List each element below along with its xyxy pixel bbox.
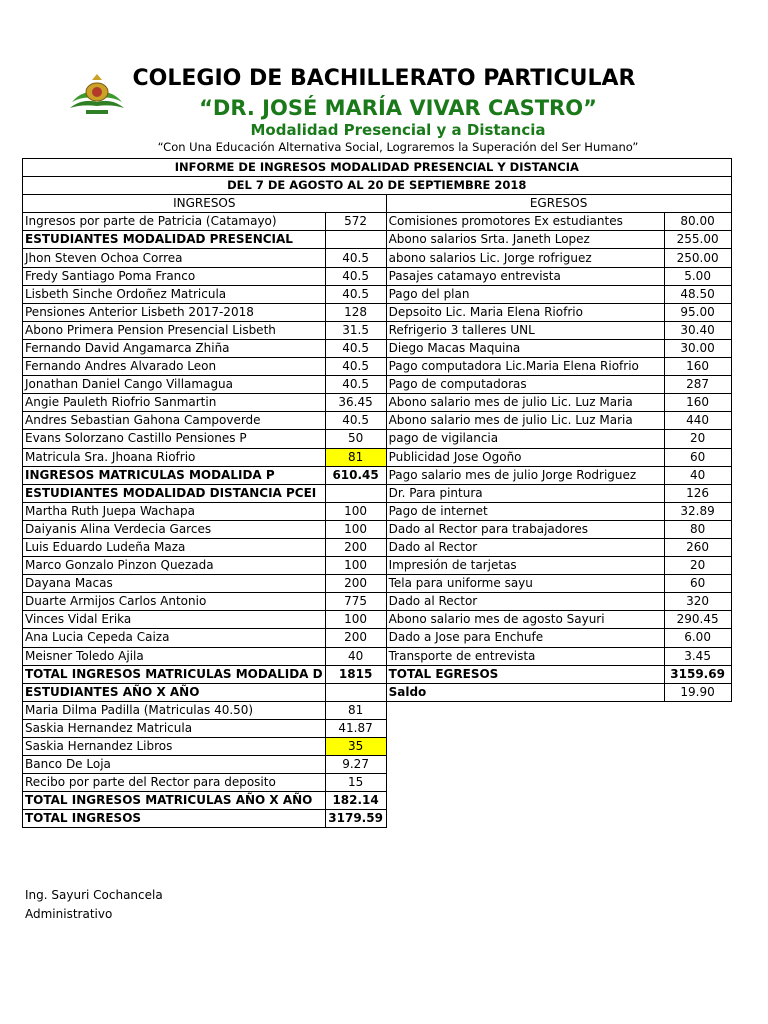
signatory-name: Ing. Sayuri Cochancela <box>25 888 163 902</box>
egreso-label: pago de vigilancia <box>386 430 664 448</box>
ingreso-value: 200 <box>325 538 386 556</box>
ingreso-label: Abono Primera Pension Presencial Lisbeth <box>23 321 326 339</box>
ingreso-label: INGRESOS MATRICULAS MODALIDA P <box>23 466 326 484</box>
egreso-value: 320 <box>664 593 731 611</box>
egreso-value: 5.00 <box>664 267 731 285</box>
ingreso-label: Angie Pauleth Riofrio Sanmartin <box>23 394 326 412</box>
egreso-value: 19.90 <box>664 683 731 701</box>
table-row <box>23 466 732 484</box>
school-motto: “Con Una Educación Alternativa Social, Lograremos la Superación del Ser Humano” <box>157 140 639 154</box>
financial-report-table <box>22 158 732 828</box>
egreso-label: Pasajes catamayo entrevista <box>386 267 664 285</box>
egreso-value: 30.00 <box>664 339 731 357</box>
table-row <box>23 593 732 611</box>
ingreso-value: 81 <box>325 448 386 466</box>
egreso-value: 60 <box>664 448 731 466</box>
egreso-label: Pago del plan <box>386 285 664 303</box>
egreso-label: Dado a Jose para Enchufe <box>386 629 664 647</box>
empty-cell <box>664 738 731 756</box>
egreso-label: Tela para uniforme sayu <box>386 575 664 593</box>
school-title: COLEGIO DE BACHILLERATO PARTICULAR <box>132 66 636 91</box>
ingreso-label: ESTUDIANTES AÑO X AÑO <box>23 683 326 701</box>
table-row <box>23 376 732 394</box>
egreso-label: Abono salarios Srta. Janeth Lopez <box>386 231 664 249</box>
ingreso-label: Fredy Santiago Poma Franco <box>23 267 326 285</box>
ingreso-value: 572 <box>325 213 386 231</box>
egreso-value: 20 <box>664 557 731 575</box>
ingreso-label: Dayana Macas <box>23 575 326 593</box>
ingreso-value: 36.45 <box>325 394 386 412</box>
egreso-label: Pago computadora Lic.Maria Elena Riofrio <box>386 358 664 376</box>
ingreso-value: 3179.59 <box>325 810 386 828</box>
egreso-value: 126 <box>664 484 731 502</box>
egreso-value: 6.00 <box>664 629 731 647</box>
table-row <box>23 285 732 303</box>
ingreso-value: 35 <box>325 738 386 756</box>
table-row <box>23 774 732 792</box>
empty-cell <box>386 756 664 774</box>
ingreso-label: Banco De Loja <box>23 756 326 774</box>
ingreso-label: Matricula Sra. Jhoana Riofrio <box>23 448 326 466</box>
ingreso-label: ESTUDIANTES MODALIDAD DISTANCIA PCEI <box>23 484 326 502</box>
ingreso-label: Jhon Steven Ochoa Correa <box>23 249 326 267</box>
ingreso-label: Maria Dilma Padilla (Matriculas 40.50) <box>23 701 326 719</box>
egreso-value: 20 <box>664 430 731 448</box>
ingreso-label: Lisbeth Sinche Ordoñez Matricula <box>23 285 326 303</box>
table-row <box>23 502 732 520</box>
egreso-value: 160 <box>664 394 731 412</box>
table-row <box>23 683 732 701</box>
report-period: DEL 7 DE AGOSTO AL 20 DE SEPTIEMBRE 2018 <box>23 177 732 195</box>
table-row <box>23 303 732 321</box>
report-title-row <box>23 159 732 177</box>
table-row <box>23 738 732 756</box>
ingreso-label: Marco Gonzalo Pinzon Quezada <box>23 557 326 575</box>
ingreso-value: 610.45 <box>325 466 386 484</box>
egreso-label: Publicidad Jose Ogoño <box>386 448 664 466</box>
ingreso-value: 40 <box>325 647 386 665</box>
ingreso-value: 40.5 <box>325 412 386 430</box>
modality-subtitle: Modalidad Presencial y a Distancia <box>250 121 546 139</box>
ingreso-value: 40.5 <box>325 376 386 394</box>
egreso-value: 250.00 <box>664 249 731 267</box>
ingreso-label: ESTUDIANTES MODALIDAD PRESENCIAL <box>23 231 326 249</box>
egreso-label: Pago de computadoras <box>386 376 664 394</box>
table-row <box>23 249 732 267</box>
ingreso-label: Pensiones Anterior Lisbeth 2017-2018 <box>23 303 326 321</box>
ingreso-value: 40.5 <box>325 358 386 376</box>
column-header-row <box>23 195 732 213</box>
empty-cell <box>386 719 664 737</box>
ingreso-value: 100 <box>325 520 386 538</box>
egreso-value: 30.40 <box>664 321 731 339</box>
ingreso-value: 40.5 <box>325 267 386 285</box>
egreso-label: Depsoito Lic. Maria Elena Riofrio <box>386 303 664 321</box>
ingreso-label: Ingresos por parte de Patricia (Catamayo) <box>23 213 326 231</box>
report-period-row <box>23 177 732 195</box>
empty-cell <box>664 719 731 737</box>
table-row <box>23 810 732 828</box>
egreso-value: 160 <box>664 358 731 376</box>
empty-cell <box>664 810 731 828</box>
egreso-label: Diego Macas Maquina <box>386 339 664 357</box>
table-row <box>23 213 732 231</box>
table-row <box>23 719 732 737</box>
ingreso-value <box>325 231 386 249</box>
ingreso-value: 775 <box>325 593 386 611</box>
egreso-label: abono salarios Lic. Jorge rofriguez <box>386 249 664 267</box>
table-row <box>23 701 732 719</box>
empty-cell <box>386 792 664 810</box>
ingreso-value <box>325 484 386 502</box>
table-row <box>23 484 732 502</box>
ingreso-value: 40.5 <box>325 339 386 357</box>
ingreso-label: TOTAL INGRESOS MATRICULAS AÑO X AÑO <box>23 792 326 810</box>
table-row <box>23 647 732 665</box>
ingreso-label: Saskia Hernandez Matricula <box>23 719 326 737</box>
empty-cell <box>386 810 664 828</box>
egreso-label: Pago salario mes de julio Jorge Rodriguez <box>386 466 664 484</box>
ingreso-value: 9.27 <box>325 756 386 774</box>
ingreso-value: 31.5 <box>325 321 386 339</box>
empty-cell <box>664 792 731 810</box>
ingreso-value: 1815 <box>325 665 386 683</box>
egresos-header: EGRESOS <box>386 195 731 213</box>
ingreso-value: 128 <box>325 303 386 321</box>
signatory-role: Administrativo <box>25 907 113 921</box>
ingreso-label: Duarte Armijos Carlos Antonio <box>23 593 326 611</box>
table-row <box>23 448 732 466</box>
ingreso-value: 40.5 <box>325 249 386 267</box>
table-row <box>23 629 732 647</box>
ingreso-label: Fernando Andres Alvarado Leon <box>23 358 326 376</box>
empty-cell <box>664 774 731 792</box>
table-row <box>23 575 732 593</box>
egreso-value: 3.45 <box>664 647 731 665</box>
ingreso-label: Saskia Hernandez Libros <box>23 738 326 756</box>
egreso-label: Dr. Para pintura <box>386 484 664 502</box>
ingreso-label: Meisner Toledo Ajila <box>23 647 326 665</box>
ingreso-label: Daiyanis Alina Verdecia Garces <box>23 520 326 538</box>
ingreso-value: 100 <box>325 502 386 520</box>
egreso-value: 260 <box>664 538 731 556</box>
egreso-label: Refrigerio 3 talleres UNL <box>386 321 664 339</box>
egreso-value: 60 <box>664 575 731 593</box>
egreso-value: 40 <box>664 466 731 484</box>
ingreso-label: Martha Ruth Juepa Wachapa <box>23 502 326 520</box>
empty-cell <box>386 738 664 756</box>
ingreso-value: 100 <box>325 557 386 575</box>
table-row <box>23 557 732 575</box>
egreso-label: Comisiones promotores Ex estudiantes <box>386 213 664 231</box>
table-row <box>23 321 732 339</box>
table-row <box>23 611 732 629</box>
empty-cell <box>386 701 664 719</box>
egreso-value: 440 <box>664 412 731 430</box>
ingreso-value: 81 <box>325 701 386 719</box>
ingreso-value: 200 <box>325 629 386 647</box>
egreso-value: 95.00 <box>664 303 731 321</box>
egreso-label: Dado al Rector para trabajadores <box>386 520 664 538</box>
table-row <box>23 412 732 430</box>
table-row <box>23 520 732 538</box>
ingreso-label: Recibo por parte del Rector para deposito <box>23 774 326 792</box>
egreso-value: 48.50 <box>664 285 731 303</box>
egreso-label: TOTAL EGRESOS <box>386 665 664 683</box>
table-row <box>23 665 732 683</box>
egreso-value: 255.00 <box>664 231 731 249</box>
egreso-value: 3159.69 <box>664 665 731 683</box>
ingreso-value: 200 <box>325 575 386 593</box>
table-row <box>23 358 732 376</box>
ingreso-label: Andres Sebastian Gahona Campoverde <box>23 412 326 430</box>
egreso-label: Dado al Rector <box>386 538 664 556</box>
ingreso-label: Evans Solorzano Castillo Pensiones P <box>23 430 326 448</box>
egreso-label: Dado al Rector <box>386 593 664 611</box>
ingreso-value: 15 <box>325 774 386 792</box>
egreso-label: Pago de internet <box>386 502 664 520</box>
egreso-label: Abono salario mes de julio Lic. Luz Maria <box>386 412 664 430</box>
egreso-label: Saldo <box>386 683 664 701</box>
ingreso-value: 41.87 <box>325 719 386 737</box>
table-row <box>23 267 732 285</box>
ingreso-value: 40.5 <box>325 285 386 303</box>
ingreso-label: TOTAL INGRESOS <box>23 810 326 828</box>
ingreso-label: Luis Eduardo Ludeña Maza <box>23 538 326 556</box>
table-row <box>23 231 732 249</box>
ingreso-value: 100 <box>325 611 386 629</box>
table-row <box>23 339 732 357</box>
school-name: “DR. JOSÉ MARÍA VIVAR CASTRO” <box>199 96 597 120</box>
egreso-value: 32.89 <box>664 502 731 520</box>
empty-cell <box>664 701 731 719</box>
ingresos-header: INGRESOS <box>23 195 387 213</box>
table-row <box>23 430 732 448</box>
empty-cell <box>664 756 731 774</box>
egreso-label: Abono salario mes de julio Lic. Luz Maria <box>386 394 664 412</box>
table-row <box>23 394 732 412</box>
ingreso-label: Ana Lucia Cepeda Caiza <box>23 629 326 647</box>
ingreso-value: 182.14 <box>325 792 386 810</box>
ingreso-label: TOTAL INGRESOS MATRICULAS MODALIDA D <box>23 665 326 683</box>
egreso-value: 287 <box>664 376 731 394</box>
ingreso-value <box>325 683 386 701</box>
table-row <box>23 792 732 810</box>
egreso-value: 80.00 <box>664 213 731 231</box>
table-row <box>23 538 732 556</box>
egreso-label: Impresión de tarjetas <box>386 557 664 575</box>
report-title: INFORME DE INGRESOS MODALIDAD PRESENCIAL Y DISTANCIA <box>23 159 732 177</box>
egreso-value: 80 <box>664 520 731 538</box>
ingreso-value: 50 <box>325 430 386 448</box>
empty-cell <box>386 774 664 792</box>
ingreso-label: Fernando David Angamarca Zhiña <box>23 339 326 357</box>
ingreso-label: Vinces Vidal Erika <box>23 611 326 629</box>
egreso-value: 290.45 <box>664 611 731 629</box>
ingreso-label: Jonathan Daniel Cango Villamagua <box>23 376 326 394</box>
table-row <box>23 756 732 774</box>
egreso-label: Abono salario mes de agosto Sayuri <box>386 611 664 629</box>
egreso-label: Transporte de entrevista <box>386 647 664 665</box>
